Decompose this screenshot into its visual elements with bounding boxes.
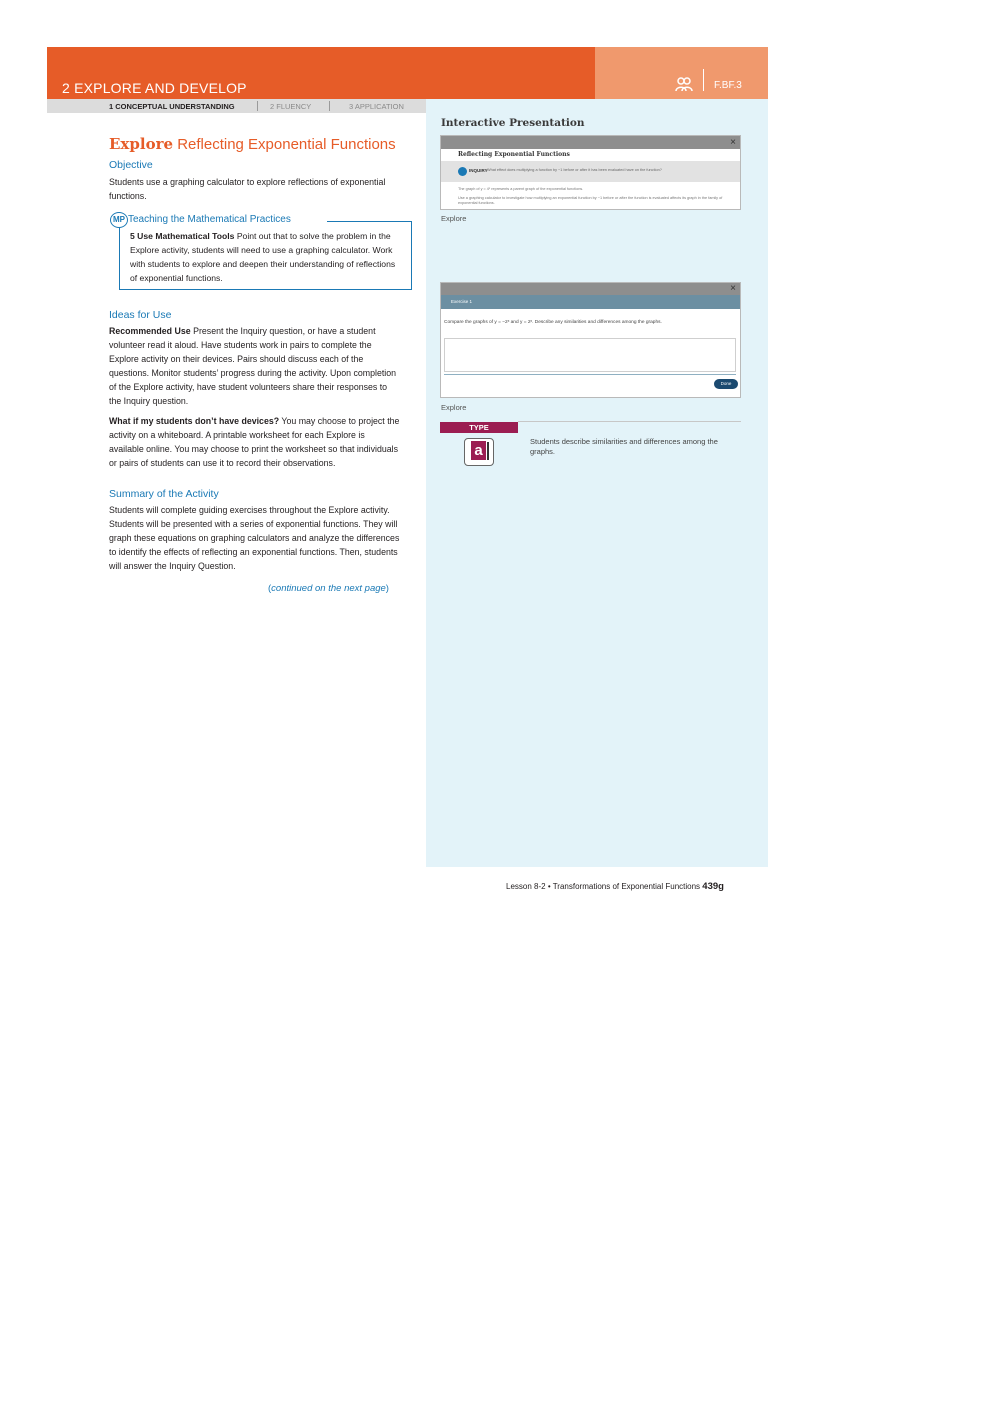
footer-title: Transformations of Exponential Functions bbox=[552, 882, 701, 891]
continued-close: ) bbox=[385, 583, 389, 594]
ideas-heading: Ideas for Use bbox=[109, 309, 172, 321]
ideas-lead: Recommended Use bbox=[109, 326, 191, 336]
text-cursor bbox=[487, 442, 489, 460]
devices-text bbox=[109, 414, 401, 470]
screen-title: Reflecting Exponential Functions bbox=[458, 151, 570, 158]
done-button[interactable]: Done bbox=[714, 379, 738, 389]
type-tag: TYPE bbox=[440, 422, 518, 433]
section-title: 2 EXPLORE AND DEVELOP bbox=[62, 80, 247, 96]
screenshot-caption: Explore bbox=[441, 214, 467, 223]
screen-text-line: Use a graphing calculator to investigate how multiplying an exponential function by −1 before or after the function is evaluated affects its graph in the family of exponential functions. bbox=[458, 196, 723, 205]
tab-divider bbox=[257, 101, 258, 111]
answer-input[interactable] bbox=[444, 338, 736, 372]
continued-text: continued on the next page bbox=[271, 583, 386, 594]
ideas-body: Present the Inquiry question, or have a student volunteer read it aloud. Have students work in pairs to complete the Explore activity on their devices. Pairs should discuss each of the questions. Monitor students’ progress during the activity. Upon completion of the Explore activity, have student volunteers share their responses to the Inquiry question. bbox=[109, 326, 397, 406]
standard-code: F.BF.3 bbox=[714, 80, 742, 91]
screenshot-caption: Explore bbox=[441, 403, 467, 412]
footer-lesson: Lesson 8-2 bbox=[506, 882, 546, 891]
type-description: Students describe similarities and differences among the graphs. bbox=[530, 437, 718, 456]
objective-heading: Objective bbox=[109, 159, 153, 171]
math-practices-rule bbox=[327, 221, 411, 222]
inquiry-label: INQUIRY bbox=[469, 168, 488, 173]
page-number: 439g bbox=[702, 881, 724, 892]
exercise-question: Compare the graphs of y = −2ˣ and y = 2ˣ. Describe any similarities and differences among the graphs. bbox=[444, 320, 662, 325]
devices-body: You may choose to project the activity on a whiteboard. A printable worksheet for each Explore is available online. You may choose to print the worksheet so that individuals or pairs of students can use it to record their observations. bbox=[109, 416, 400, 468]
close-icon[interactable]: × bbox=[730, 283, 736, 294]
title-text: Reflecting Exponential Functions bbox=[177, 136, 396, 153]
footer-bullet: • bbox=[547, 882, 551, 891]
math-practices-lead: 5 Use Mathematical Tools bbox=[130, 231, 235, 241]
devices-lead: What if my students don’t have devices? bbox=[109, 416, 280, 426]
group-icon bbox=[675, 76, 693, 92]
screen-titlebar bbox=[441, 136, 740, 149]
tab-fluency[interactable]: 2 FLUENCY bbox=[270, 102, 312, 111]
tab-divider bbox=[329, 101, 330, 111]
page-footer bbox=[506, 881, 724, 892]
explore-screenshot-1 bbox=[440, 135, 741, 210]
type-rule bbox=[518, 421, 741, 422]
tab-application[interactable]: 3 APPLICATION bbox=[349, 102, 404, 111]
mp-badge-icon: MP bbox=[110, 212, 128, 228]
inquiry-icon bbox=[458, 167, 467, 176]
close-icon[interactable]: × bbox=[730, 137, 736, 148]
continued-open: ( bbox=[268, 583, 272, 594]
continued-note bbox=[268, 583, 389, 594]
inquiry-text: What effect does multiplying a function by −1 before or after it has been evaluated have on the function? bbox=[487, 168, 662, 172]
interactive-presentation-heading: Interactive Presentation bbox=[441, 117, 585, 129]
text-entry-letter: a bbox=[471, 441, 486, 460]
header-divider bbox=[703, 69, 704, 91]
screen-titlebar bbox=[441, 283, 740, 295]
answer-underline bbox=[444, 374, 736, 375]
math-practices-body: Point out that to solve the problem in the Explore activity, students will need to use a graphing calculator. Work with students to explore and deepen their understanding of reflections of exponential functions. bbox=[130, 231, 396, 283]
objective-text: Students use a graphing calculator to explore reflections of exponential functions. bbox=[109, 177, 386, 201]
summary-text: Students will complete guiding exercises throughout the Explore activity. Students will be presented with a series of exponential functions. They will graph these equations on graphing calculators and analyze the differences to identify the effects of reflecting an exponential functions. Then, students will answer the Inquiry Question. bbox=[109, 505, 400, 571]
title-keyword: Explore bbox=[109, 135, 174, 153]
math-practices-text bbox=[130, 229, 402, 285]
page-title bbox=[109, 135, 396, 153]
ideas-text bbox=[109, 324, 399, 408]
summary-heading: Summary of the Activity bbox=[109, 488, 219, 500]
screen-text-line: The graph of y = 4ˣ represents a parent graph of the exponential functions. bbox=[458, 187, 584, 191]
tab-conceptual-understanding[interactable]: 1 CONCEPTUAL UNDERSTANDING bbox=[109, 102, 235, 111]
interactive-presentation-panel bbox=[426, 99, 768, 867]
math-practices-heading: Teaching the Mathematical Practices bbox=[128, 214, 291, 225]
inquiry-banner bbox=[441, 161, 740, 182]
exercise-label: Exercise 1 bbox=[451, 299, 473, 304]
text-entry-icon bbox=[464, 438, 494, 466]
explore-screenshot-2 bbox=[440, 282, 741, 398]
exercise-bar bbox=[441, 295, 740, 309]
